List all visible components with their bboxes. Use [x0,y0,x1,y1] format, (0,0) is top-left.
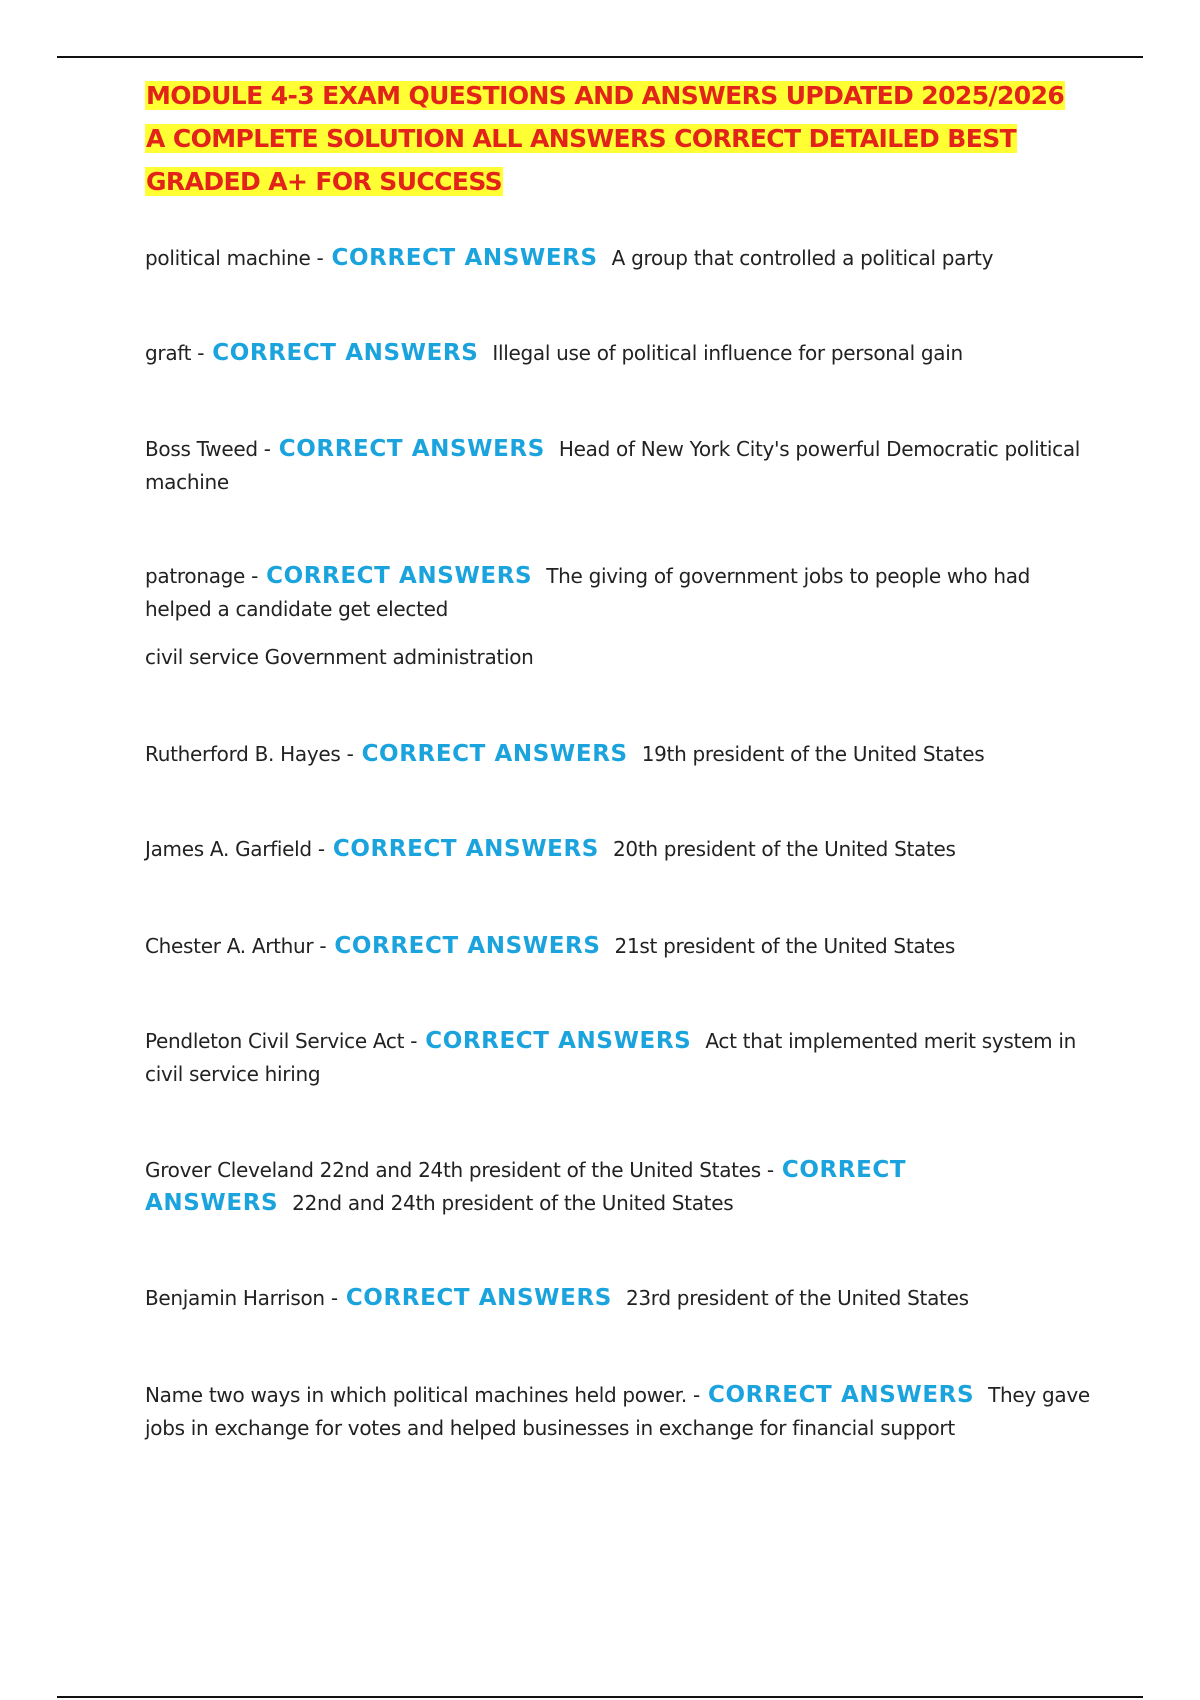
entry-definition: The giving of government jobs to people who had helped a candidate get elected [145,564,1031,621]
title-line-3: GRADED A+ FOR SUCCESS [146,167,503,196]
entry-term: Grover Cleveland 22nd and 24th president of the United States [145,1158,761,1182]
entry-separator: - [310,246,330,270]
entry-separator: - [404,1029,424,1053]
entry-term: Pendleton Civil Service Act [145,1029,405,1053]
qa-entry [145,738,1095,771]
entry-term: Benjamin Harrison [145,1286,325,1310]
qa-entry [145,1379,1095,1445]
top-rule [57,56,1143,58]
qa-entry [145,242,1095,275]
correct-answers-tag: CORRECT ANSWERS [334,933,601,959]
bottom-rule [57,1696,1143,1698]
extra-line: civil service Government administration [145,645,534,669]
entry-term: Rutherford B. Hayes [145,742,341,766]
entry-separator: - [340,742,360,766]
entry-separator: - [257,437,277,461]
correct-answers-tag: CORRECT ANSWERS [708,1382,975,1408]
entry-definition: 23rd president of the United States [625,1286,969,1310]
entry-definition: 19th president of the United States [641,742,985,766]
entry-definition: Act that implemented merit system in civil service hiring [145,1029,1076,1086]
qa-entry [145,433,1095,499]
entry-term: patronage [145,564,246,588]
entry-term: James A. Garfield [145,837,312,861]
qa-entry [145,1025,1095,1091]
entry-definition: Illegal use of political influence for personal gain [492,341,963,365]
entry-separator: - [311,837,331,861]
qa-entry [145,337,1095,370]
entry-separator: - [191,341,211,365]
entry-separator: - [760,1158,780,1182]
correct-answers-tag: CORRECT ANSWERS [145,1157,907,1216]
document-title [145,74,1105,203]
correct-answers-tag: CORRECT ANSWERS [266,563,533,589]
correct-answers-tag: CORRECT ANSWERS [278,436,545,462]
entry-definition: 22nd and 24th president of the United States [292,1191,734,1215]
qa-entry [145,833,1095,866]
entry-separator: - [686,1383,706,1407]
entry-term: Boss Tweed [145,437,258,461]
correct-answers-tag: CORRECT ANSWERS [332,836,599,862]
correct-answers-tag: CORRECT ANSWERS [212,340,479,366]
entry-term: Chester A. Arthur [145,934,314,958]
entry-term: Name two ways in which political machines held power. [145,1383,687,1407]
title-line-2: A COMPLETE SOLUTION ALL ANSWERS CORRECT DETAILED BEST [146,124,1017,153]
entry-separator: - [313,934,333,958]
correct-answers-tag: CORRECT ANSWERS [345,1285,612,1311]
entry-definition: 20th president of the United States [612,837,956,861]
entry-separator: - [324,1286,344,1310]
qa-entry [145,1282,1095,1315]
entry-definition: 21st president of the United States [614,934,955,958]
entry-term: graft [145,341,192,365]
entry-definition: Head of New York City's powerful Democratic political machine [145,437,1081,494]
entry-definition: A group that controlled a political party [611,246,994,270]
correct-answers-tag: CORRECT ANSWERS [331,245,598,271]
title-line-1: MODULE 4-3 EXAM QUESTIONS AND ANSWERS UPDATED 2025/2026 [146,81,1065,110]
correct-answers-tag: CORRECT ANSWERS [425,1028,692,1054]
entry-definition: They gave jobs in exchange for votes and helped businesses in exchange for financial support [145,1383,1090,1440]
qa-entry [145,560,1095,626]
qa-entry [145,930,1095,963]
entry-term: political machine [145,246,311,270]
entry-separator: - [245,564,265,588]
correct-answers-tag: CORRECT ANSWERS [361,741,628,767]
qa-entry [145,1154,1095,1220]
